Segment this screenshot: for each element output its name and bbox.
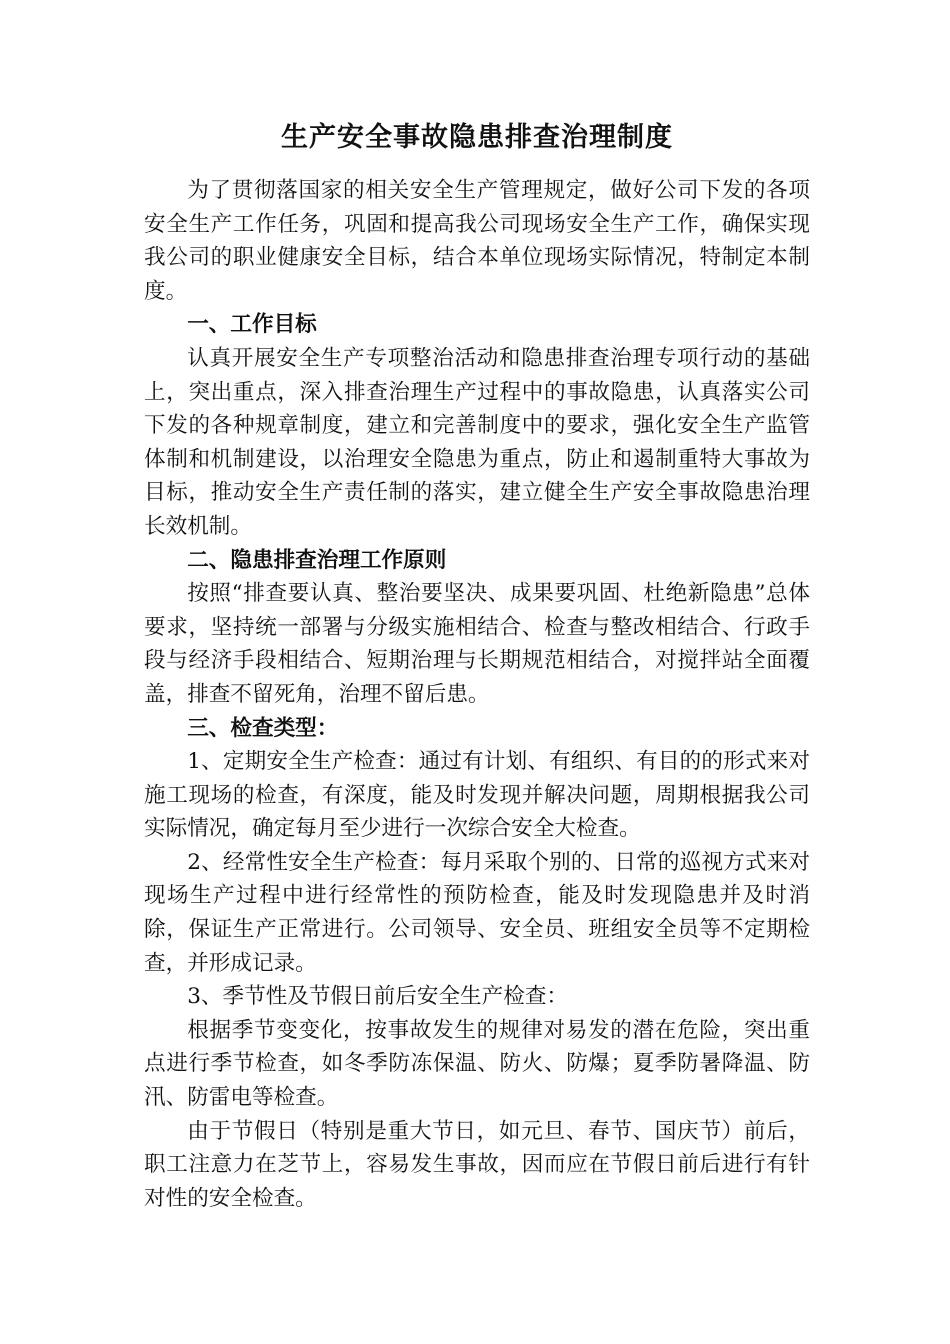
section-body-work-goal: 认真开展安全生产专项整治活动和隐患排查治理专项行动的基础上，突出重点，深入排查治理生产过程中的事故隐患，认真落实公司下发的各种规章制度，建立和完善制度中的要求，强化安全生产监管体制和机制建设，以治理安全隐患为重点，防止和遏制重特大事故为目标，推动安全生产责任制的落实，建立健全生产安全事故隐患治理长效机制。 [144, 345, 810, 539]
document-title: 生产安全事故隐患排查治理制度 [281, 122, 673, 153]
section-heading-inspection-types: 三、检查类型： [187, 715, 339, 741]
inspection-item-seasonal: 3、季节性及节假日前后安全生产检查： [187, 984, 569, 1010]
inspection-item-periodic: 1、定期安全生产检查：通过有计划、有组织、有目的的形式来对施工现场的检查，有深度，能及时发现并解决问题，周期根据我公司实际情况，确定每月至少进行一次综合安全大检查。 [144, 749, 810, 842]
inspection-holiday-body: 由于节假日（特别是重大节日，如元旦、春节、国庆节）前后，职工注意力在芝节上，容易发生事故，因而应在节假日前后进行有针对性的安全检查。 [144, 1118, 810, 1211]
intro-paragraph: 为了贯彻落国家的相关安全生产管理规定，做好公司下发的各项安全生产工作任务，巩固和提高我公司现场安全生产工作，确保实现我公司的职业健康安全目标，结合本单位现场实际情况，特制定本制度。 [144, 178, 810, 304]
inspection-item-regular: 2、经常性安全生产检查：每月采取个别的、日常的巡视方式来对现场生产过程中进行经常性的预防检查，能及时发现隐患并及时消除，保证生产正常进行。公司领导、安全员、班组安全员等不定期检查，并形成记录。 [144, 849, 810, 976]
inspection-seasonal-body: 根据季节变变化，按事故发生的规律对易发的潜在危险，突出重点进行季节检查，如冬季防冻保温、防火、防爆；夏季防暑降温、防汛、防雷电等检查。 [144, 1017, 810, 1111]
document-content [144, 118, 810, 1215]
section-heading-work-goal: 一、工作目标 [187, 312, 317, 338]
section-heading-principles: 二、隐患排查治理工作原则 [187, 547, 447, 573]
section-body-principles: 按照“排查要认真、整治要坚决、成果要巩固、杜绝新隐患”总体要求，坚持统一部署与分级实施相结合、检查与整改相结合、行政手段与经济手段相结合、短期治理与长期规范相结合，对搅拌站全面覆盖，排查不留死角，治理不留后患。 [144, 581, 810, 707]
